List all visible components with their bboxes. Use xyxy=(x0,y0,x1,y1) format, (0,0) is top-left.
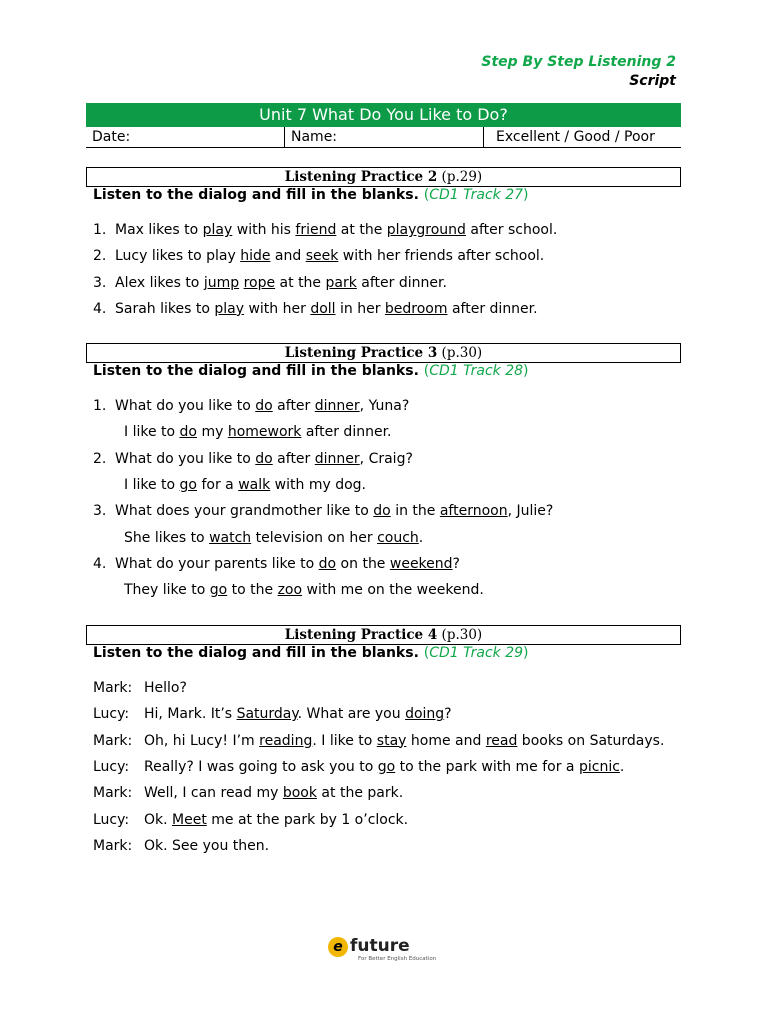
answer-word: weekend xyxy=(389,556,453,573)
answer-word: dinner xyxy=(314,398,360,414)
speaker-name: Lucy: xyxy=(93,811,130,828)
dialog-line: Lucy: Ok. Meet me at the park by 1 o’clock. xyxy=(93,811,409,828)
instruction-text: Listen to the dialog and fill in the blanks. xyxy=(93,363,419,379)
answer-word: couch xyxy=(377,529,419,546)
item-number: 3. xyxy=(93,503,107,520)
name-label: Name: xyxy=(285,127,484,147)
instruction-practice-3 xyxy=(93,362,529,380)
list-item: 1. Max likes to play with his friend at the playground after school. xyxy=(93,222,558,238)
answer-word: play xyxy=(214,300,245,317)
answer-word: Meet xyxy=(172,811,207,828)
answer-word: do xyxy=(255,398,273,414)
section-page: (p.30) xyxy=(441,345,483,361)
instruction-practice-2 xyxy=(93,186,529,204)
answer-word: do xyxy=(373,503,391,520)
dialog-line: Mark: Oh, hi Lucy! I’m reading. I like to stay home and read books on Saturdays. xyxy=(93,732,665,749)
speaker-name: Mark: xyxy=(93,680,133,696)
student-info-row xyxy=(86,127,681,148)
answer-word: stay xyxy=(376,732,407,749)
answer-word: dinner xyxy=(314,450,360,467)
section-header-practice-4 xyxy=(86,625,681,645)
answer-word: go xyxy=(209,582,228,599)
speaker-name: Mark: xyxy=(93,837,133,854)
answer-word: book xyxy=(282,785,317,802)
answer-word: do xyxy=(179,424,197,441)
item-number: 2. xyxy=(93,450,107,467)
dialog-line: Lucy: Really? I was going to ask you to go to the park with me for a picnic. xyxy=(93,758,625,775)
answer-word: Saturday xyxy=(236,706,298,723)
dialog-line: Mark: Ok. See you then. xyxy=(93,837,270,854)
answer-line: They like to go to the zoo with me on the weekend. xyxy=(124,582,484,599)
answer-word: seek xyxy=(305,248,339,265)
instruction-text: Listen to the dialog and fill in the blanks. xyxy=(93,645,419,661)
answer-word: go xyxy=(377,758,396,775)
answer-word: play xyxy=(202,222,233,238)
section-title: Listening Practice 2 xyxy=(284,169,438,185)
answer-word: zoo xyxy=(277,582,303,599)
track-name: CD1 Track 29 xyxy=(429,645,524,661)
answer-word: walk xyxy=(238,477,271,493)
track-label: (CD1 Track 28) xyxy=(423,363,529,379)
dialog-line: Lucy: Hi, Mark. It’s Saturday. What are you doing? xyxy=(93,706,452,723)
answer-word: afternoon xyxy=(439,503,508,520)
logo-e-icon: e xyxy=(328,937,348,957)
speaker-name: Lucy: xyxy=(93,758,130,775)
answer-word: playground xyxy=(386,222,466,238)
instruction-text: Listen to the dialog and fill in the blanks. xyxy=(93,187,419,203)
logo-wordmark: future xyxy=(350,936,410,956)
efuture-logo xyxy=(328,936,448,966)
question-line: 4. What do your parents like to do on the weekend? xyxy=(93,556,460,573)
question-line: 1. What do you like to do after dinner, Yuna? xyxy=(93,398,410,414)
answer-word: watch xyxy=(209,529,252,546)
dialog-line: Mark: Well, I can read my book at the park. xyxy=(93,785,404,802)
answer-word: do xyxy=(255,450,273,467)
section-page: (p.30) xyxy=(441,627,483,643)
answer-word: read xyxy=(485,732,518,749)
answer-word: hide xyxy=(240,248,271,265)
answer-word: reading xyxy=(259,732,313,749)
item-number: 4. xyxy=(93,300,107,317)
list-item: 2. Lucy likes to play hide and seek with her friends after school. xyxy=(93,248,545,265)
dialog-line: Mark: Hello? xyxy=(93,680,187,696)
section-title: Listening Practice 3 xyxy=(284,345,438,361)
section-page: (p.29) xyxy=(441,169,483,185)
section-title: Listening Practice 4 xyxy=(284,627,438,643)
logo-tagline: For Better English Education xyxy=(358,956,437,962)
answer-line: I like to do my homework after dinner. xyxy=(124,424,392,441)
answer-line: She likes to watch television on her couch. xyxy=(124,529,424,546)
answer-word: rope xyxy=(243,274,276,291)
answer-word: park xyxy=(325,274,357,291)
item-number: 1. xyxy=(93,222,107,238)
answer-word: jump xyxy=(203,274,240,291)
answer-word: homework xyxy=(227,424,302,441)
item-number: 1. xyxy=(93,398,107,414)
track-name: CD1 Track 28 xyxy=(429,363,524,379)
item-number: 3. xyxy=(93,274,107,291)
answer-word: friend xyxy=(295,222,337,238)
item-number: 4. xyxy=(93,556,107,573)
answer-word: bedroom xyxy=(384,300,448,317)
item-number: 2. xyxy=(93,248,107,265)
answer-line: I like to go for a walk with my dog. xyxy=(124,477,366,493)
section-header-practice-2 xyxy=(86,167,681,187)
list-item: 4. Sarah likes to play with her doll in her bedroom after dinner. xyxy=(93,300,538,317)
track-label: (CD1 Track 29) xyxy=(423,645,529,661)
speaker-name: Mark: xyxy=(93,785,133,802)
doc-type: Script xyxy=(629,73,676,89)
answer-word: go xyxy=(179,477,197,493)
rating-options: Excellent / Good / Poor xyxy=(496,129,655,145)
answer-word: doing xyxy=(405,706,445,723)
question-line: 2. What do you like to do after dinner, Craig? xyxy=(93,450,413,467)
track-name: CD1 Track 27 xyxy=(429,187,524,203)
unit-title: Unit 7 What Do You Like to Do? xyxy=(86,103,681,127)
question-line: 3. What does your grandmother like to do in the afternoon, Julie? xyxy=(93,503,554,520)
date-label: Date: xyxy=(86,127,285,147)
list-item: 3. Alex likes to jump rope at the park after dinner. xyxy=(93,274,447,291)
answer-word: do xyxy=(318,556,337,573)
speaker-name: Lucy: xyxy=(93,706,130,723)
track-label: (CD1 Track 27) xyxy=(423,187,529,203)
answer-word: doll xyxy=(310,300,336,317)
series-title: Step By Step Listening 2 xyxy=(481,54,676,70)
instruction-practice-4 xyxy=(93,644,529,662)
speaker-name: Mark: xyxy=(93,732,133,749)
answer-word: picnic xyxy=(578,758,620,775)
section-header-practice-3 xyxy=(86,343,681,363)
